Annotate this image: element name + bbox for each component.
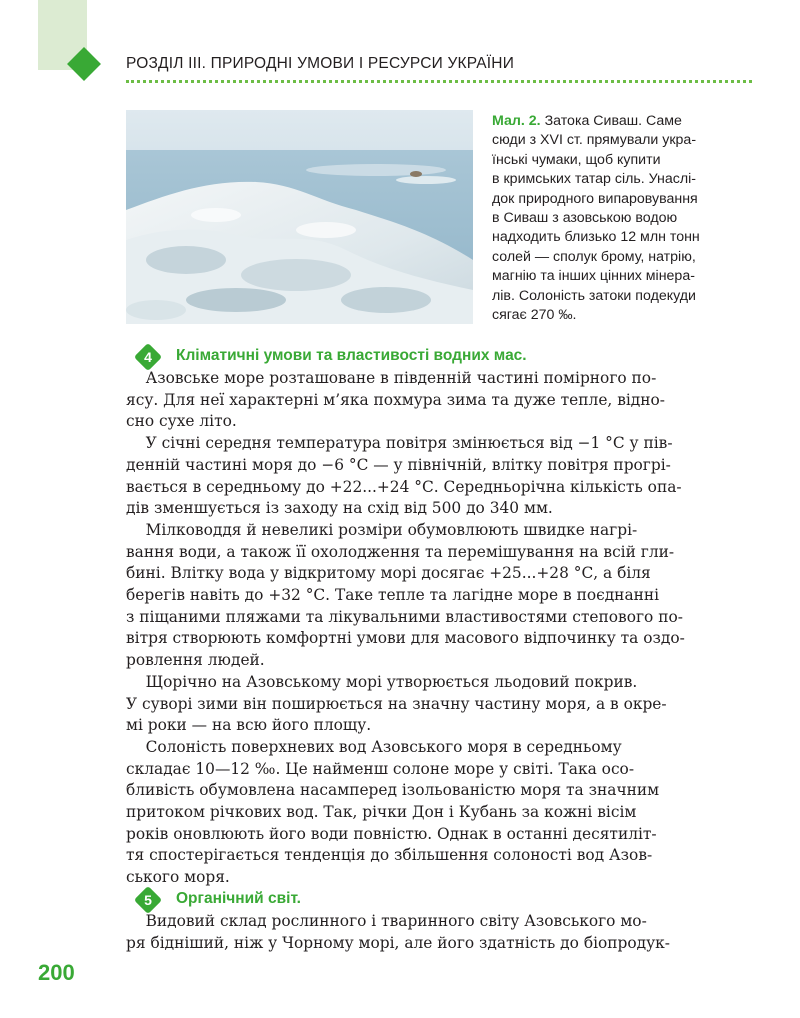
page-number: 200 — [38, 960, 75, 985]
section-number-badge: 4 — [134, 343, 162, 371]
paragraph-line: дів зменшується із заходу на схід від 500 до 340 мм. — [126, 499, 553, 518]
caption-line: в Сиваш з азовською водою — [492, 210, 678, 227]
chapter-title: РОЗДІЛ III. ПРИРОДНІ УМОВИ І РЕСУРСИ УКРАЇНИ — [126, 55, 515, 72]
paragraph-line: років оновлюють його води повністю. Однак в останні десятиліт- — [126, 824, 657, 843]
section-heading: Кліматичні умови та властивості водних мас. — [176, 347, 527, 364]
caption-line: їнські чумаки, щоб купити — [492, 151, 661, 168]
paragraph-line: Видовий склад рослинного і тваринного світу Азовського мо- — [126, 912, 647, 930]
paragraph-line: бливість обумовлена насамперед ізольованістю моря та значним — [126, 781, 660, 800]
paragraph-line: тя спостерігається тенденція до збільшення солоності вод Азов- — [126, 846, 653, 865]
sivash-bay-photo — [126, 110, 473, 324]
paragraph-line: притоком річкових вод. Так, річки Дон і Кубань за кожні вісім — [126, 803, 637, 822]
paragraph-line: Солоність поверхневих вод Азовського моря в середньому — [126, 737, 622, 756]
caption-line: док природного випаровування — [492, 190, 698, 207]
section-number-badge: 5 — [134, 886, 162, 914]
section-5-body — [126, 911, 758, 954]
caption-line: сягає 270 ‰. — [492, 307, 577, 324]
salt-shore-image — [126, 110, 473, 324]
caption-line: в кримських татар сіль. Унаслі- — [492, 171, 697, 188]
paragraph-line: бині. Влітку вода у відкритому морі досягає +25...+28 °С, а біля — [126, 564, 651, 583]
figure-caption — [492, 112, 754, 325]
paragraph-line: У січні середня температура повітря змінюється від −1 °С у пів- — [126, 434, 673, 453]
paragraph-line: вітря створюють комфортні умови для масового відпочинку та оздо- — [126, 629, 685, 648]
paragraph-line: з піщаними пляжами та лікувальними властивостями степового по- — [126, 607, 683, 626]
paragraph-line: ровлення людей. — [126, 651, 265, 670]
caption-line: солей — сполук брому, натрію, — [492, 248, 696, 265]
caption-label: Мал. 2. — [492, 113, 541, 129]
paragraph-line: сно сухе літо. — [126, 412, 237, 431]
caption-line: сюди з XVI ст. прямували укра- — [492, 132, 697, 149]
paragraph-line: ського моря. — [126, 868, 230, 887]
paragraph-line: Мілководдя й невеликі розміри обумовлюють швидке нагрі- — [126, 520, 638, 539]
paragraph-line: ря бідніший, ніж у Чорному морі, але його здатність до біопродук- — [126, 933, 671, 952]
paragraph-line: вається в середньому до +22...+24 °С. Середньорічна кількість опа- — [126, 477, 682, 496]
paragraph-line: ясу. Для неї характерні м’яка похмура зима та дуже тепле, відно- — [126, 390, 666, 409]
paragraph-line: Азовське море розташоване в південній частині помірного по- — [126, 369, 657, 387]
header-divider — [126, 80, 752, 83]
caption-line: надходить близько 12 млн тонн — [492, 229, 700, 246]
section-4-body — [126, 368, 758, 889]
paragraph-line: У суворі зими він поширюється на значну частину моря, а в окре- — [126, 694, 667, 713]
section-heading: Органічний світ. — [176, 890, 301, 907]
paragraph-line: Щорічно на Азовському морі утворюється льодовий покрив. — [126, 672, 638, 691]
caption-line: лів. Солоність затоки подекуди — [492, 287, 696, 304]
paragraph-line: вання води, а також її охолодження та перемішування на всій гли- — [126, 542, 675, 561]
paragraph-line: мі роки — на всю його площу. — [126, 716, 372, 735]
paragraph-line: берегів навіть до +32 °С. Таке тепле та лагідне море в поєднанні — [126, 586, 660, 605]
paragraph-line: денній частині моря до −6 °С — у північній, влітку повітря прогрі- — [126, 455, 671, 474]
caption-line: магнію та інших цінних мінера- — [492, 268, 695, 285]
caption-line: Затока Сиваш. Саме — [540, 113, 682, 129]
paragraph-line: складає 10—12 ‰. Це найменш солоне море у світі. Така осо- — [126, 759, 635, 778]
